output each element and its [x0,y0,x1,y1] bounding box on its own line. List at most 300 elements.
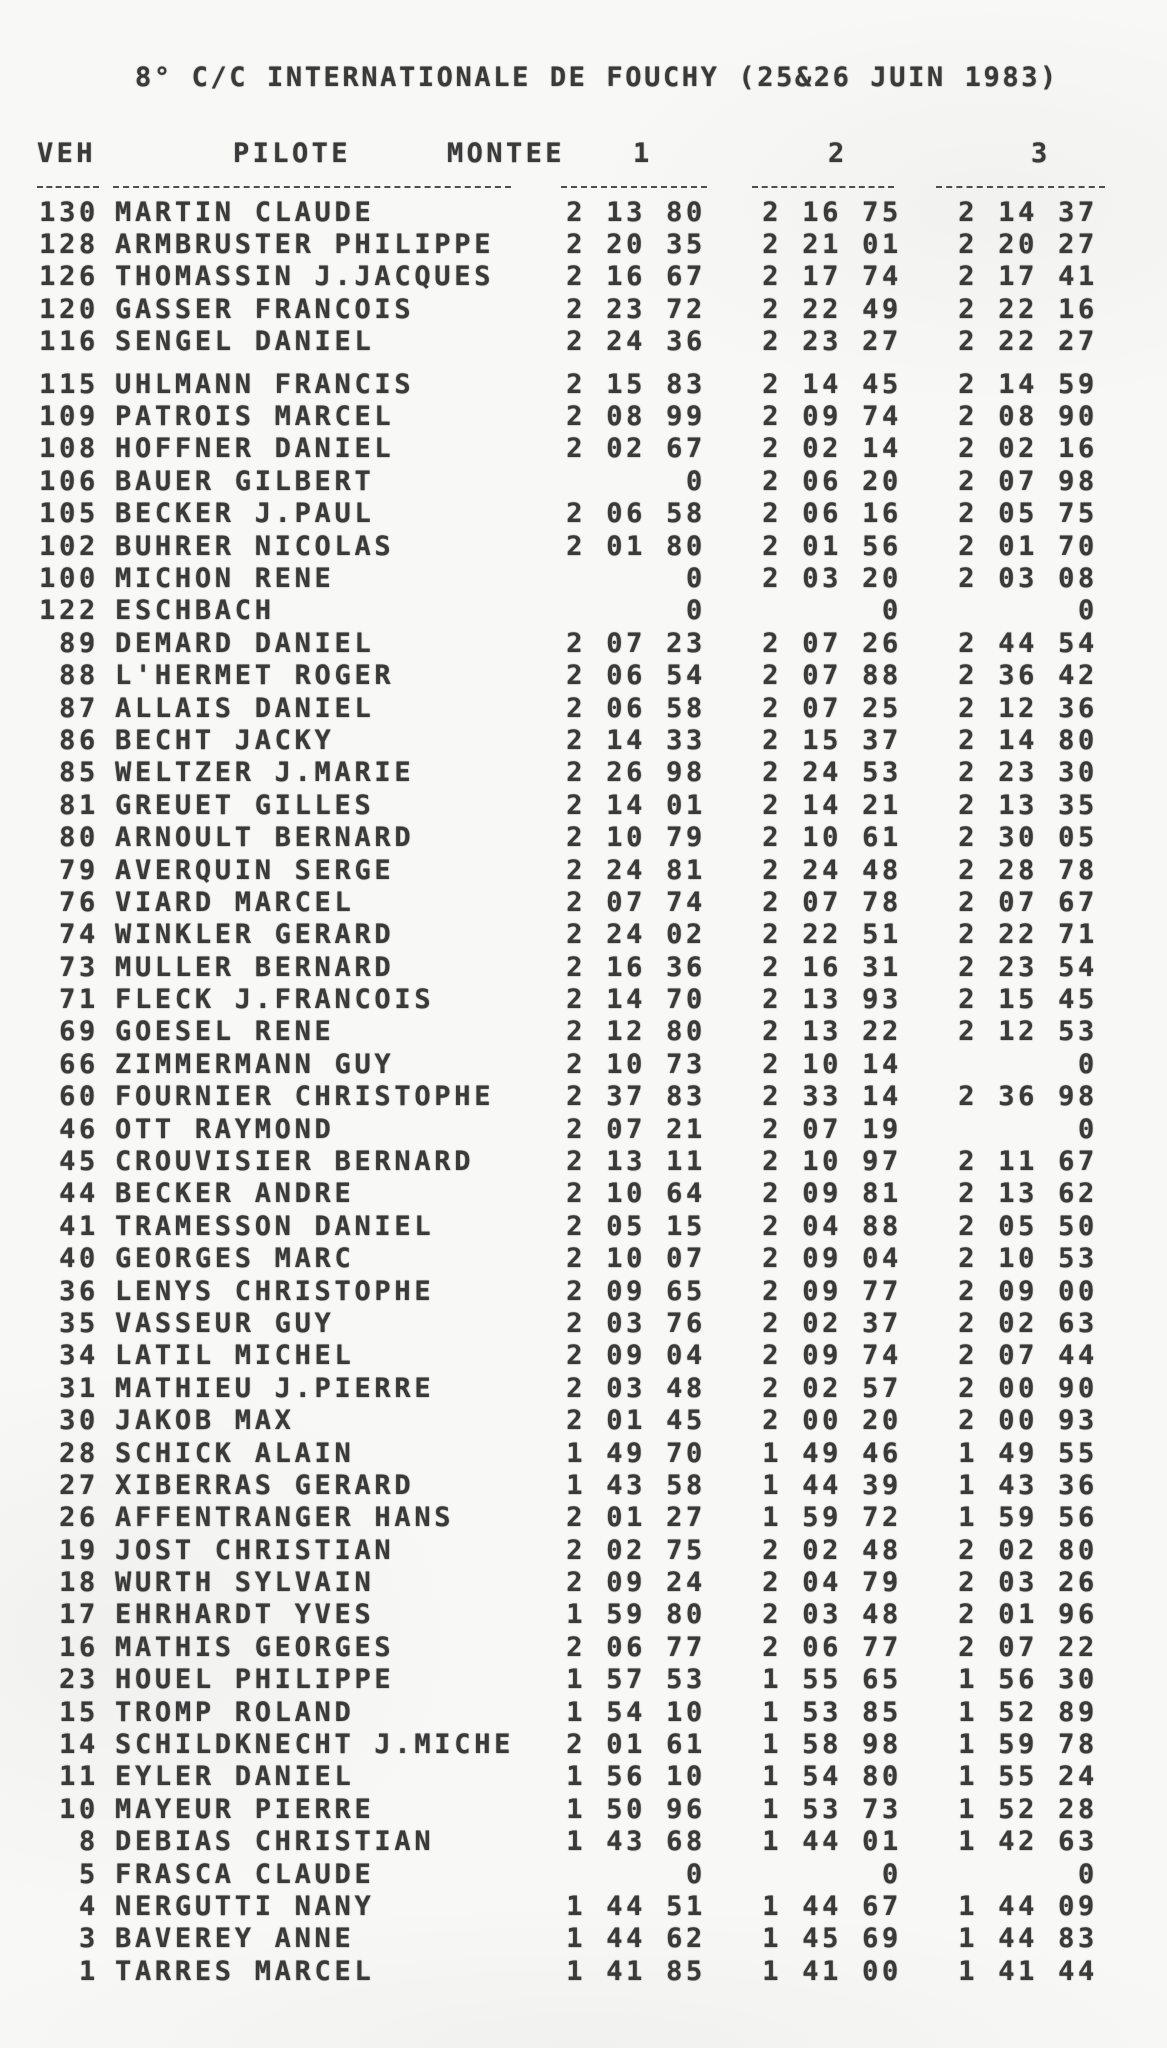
pilot-name: TRAMESSON DANIEL [115,1210,435,1242]
run3-time: 2 08 90 [958,401,1098,433]
run2-time: 2 09 81 [762,1178,902,1210]
pilot-name: XIBERRAS GERARD [115,1469,415,1501]
table-row [0,789,1167,821]
pilot-name: DEBIAS CHRISTIAN [115,1826,435,1858]
run1-time: 2 09 24 [566,1567,706,1599]
table-row [0,368,1167,400]
run1-time: 1 49 70 [566,1437,706,1469]
pilot-name: SENGEL DANIEL [115,326,375,358]
vehicle-number: 122 [39,595,99,627]
run2-time: 2 13 93 [762,984,902,1016]
table-row [0,724,1167,756]
pilot-name: ARMBRUSTER PHILIPPE [115,229,495,261]
pilot-name: L'HERMET ROGER [115,660,395,692]
table-row [0,1307,1167,1339]
table-row [0,530,1167,562]
table-row [0,400,1167,432]
pilot-name: MAYEUR PIERRE [115,1793,375,1825]
table-row [0,1534,1167,1566]
run3-time: 2 36 42 [958,660,1098,692]
vehicle-number: 15 [59,1696,99,1728]
vehicle-number: 8 [79,1826,99,1858]
table-row [0,1826,1167,1858]
vehicle-number: 128 [39,229,99,261]
pilot-name: ARNOULT BERNARD [115,822,415,854]
run1-time: 0 [686,1858,706,1890]
pilot-name: GREUET GILLES [115,789,375,821]
pilot-name: VIARD MARCEL [115,886,355,918]
table-row [0,983,1167,1015]
run1-time: 2 02 75 [566,1534,706,1566]
pilot-name: VASSEUR GUY [115,1307,335,1339]
run3-time: 2 09 00 [958,1275,1098,1307]
run2-time: 2 06 77 [762,1631,902,1663]
run2-time: 2 07 78 [762,886,902,918]
run1-time: 0 [686,465,706,497]
run2-time: 2 00 20 [762,1405,902,1437]
run1-time: 2 13 80 [566,196,706,228]
vehicle-number: 79 [59,854,99,886]
results-table [0,196,1167,1987]
run2-time: 2 09 74 [762,1340,902,1372]
run3-time: 1 59 78 [958,1729,1098,1761]
run1-time: 1 44 51 [566,1891,706,1922]
pilot-name: GASSER FRANCOIS [115,293,415,325]
run2-time: 1 53 73 [762,1793,902,1825]
header-underline-segment-veh [37,186,99,188]
run1-time: 2 16 36 [566,951,706,983]
vehicle-number: 109 [39,401,99,433]
vehicle-number: 36 [59,1275,99,1307]
run3-time: 2 11 67 [958,1146,1098,1178]
run1-time: 2 23 72 [566,293,706,325]
run1-time: 2 24 02 [566,919,706,951]
run1-time: 2 14 70 [566,984,706,1016]
run2-time: 2 10 97 [762,1146,902,1178]
run1-time: 1 50 96 [566,1793,706,1825]
table-row [0,1469,1167,1501]
run2-time: 2 10 61 [762,822,902,854]
run1-time: 0 [686,595,706,627]
vehicle-number: 4 [79,1891,99,1922]
table-row [0,1728,1167,1760]
run1-time: 2 03 76 [566,1307,706,1339]
table-row [0,1599,1167,1631]
run2-time: 2 22 51 [762,919,902,951]
pilot-name: DEMARD DANIEL [115,627,375,659]
run2-time: 2 14 21 [762,789,902,821]
run2-time: 2 15 37 [762,724,902,756]
vehicle-number: 17 [59,1599,99,1631]
vehicle-number: 86 [59,724,99,756]
vehicle-number: 26 [59,1502,99,1534]
run3-time: 2 13 62 [958,1178,1098,1210]
run3-time: 2 15 45 [958,984,1098,1016]
run3-time: 1 44 09 [958,1891,1098,1922]
pilot-name: HOFFNER DANIEL [115,433,395,465]
table-row [0,595,1167,627]
pilot-name: OTT RAYMOND [115,1113,335,1145]
pilot-name: BECKER ANDRE [115,1178,355,1210]
pilot-name: WELTZER J.MARIE [115,757,415,789]
table-row [0,1566,1167,1598]
run1-time: 2 06 54 [566,660,706,692]
run2-time: 1 44 39 [762,1469,902,1501]
run1-time: 2 01 45 [566,1405,706,1437]
run2-time: 1 41 00 [762,1955,902,1987]
run3-time: 2 20 27 [958,229,1098,261]
run3-time: 2 30 05 [958,822,1098,854]
table-row [0,1761,1167,1793]
run2-time: 1 49 46 [762,1437,902,1469]
run2-time: 1 59 72 [762,1502,902,1534]
run3-time: 1 55 24 [958,1761,1098,1793]
vehicle-number: 105 [39,498,99,530]
run1-time: 1 44 62 [566,1923,706,1955]
table-row [0,1016,1167,1048]
run2-time: 2 07 19 [762,1113,902,1145]
column-header-run3: 3 [1031,138,1051,169]
run3-time: 1 41 44 [958,1955,1098,1987]
run1-time: 2 05 15 [566,1210,706,1242]
table-row [0,1890,1167,1922]
pilot-name: PATROIS MARCEL [115,401,395,433]
run2-time: 2 13 22 [762,1016,902,1048]
run3-time: 2 12 53 [958,1016,1098,1048]
run2-time: 2 02 48 [762,1534,902,1566]
pilot-name: MATHIEU J.PIERRE [115,1372,435,1404]
table-row [0,1081,1167,1113]
run1-time: 2 12 80 [566,1016,706,1048]
run1-time: 1 59 80 [566,1599,706,1631]
run3-time: 1 52 89 [958,1696,1098,1728]
run3-time: 1 44 83 [958,1923,1098,1955]
run2-time: 2 24 53 [762,757,902,789]
run3-time: 2 22 16 [958,293,1098,325]
table-row [0,692,1167,724]
table-row [0,1372,1167,1404]
run2-time: 2 03 48 [762,1599,902,1631]
pilot-name: MULLER BERNARD [115,951,395,983]
table-row [0,1793,1167,1825]
run2-time: 2 09 74 [762,401,902,433]
run2-time: 2 16 31 [762,951,902,983]
run2-time: 2 07 26 [762,627,902,659]
run1-time: 2 16 67 [566,261,706,293]
run3-time: 2 02 63 [958,1307,1098,1339]
vehicle-number: 85 [59,757,99,789]
table-row [0,1437,1167,1469]
run1-time: 2 09 65 [566,1275,706,1307]
pilot-name: BECKER J.PAUL [115,498,375,530]
run1-time: 2 01 80 [566,530,706,562]
table-row [0,821,1167,853]
table-row [0,1696,1167,1728]
table-row [0,1145,1167,1177]
vehicle-number: 116 [39,326,99,358]
run2-time: 2 07 88 [762,660,902,692]
run3-time: 1 59 56 [958,1502,1098,1534]
run3-time: 2 23 30 [958,757,1098,789]
vehicle-number: 80 [59,822,99,854]
vehicle-number: 66 [59,1048,99,1080]
run3-time: 2 07 98 [958,465,1098,497]
table-row [0,1923,1167,1955]
run2-time: 2 01 56 [762,530,902,562]
pilot-name: GEORGES MARC [115,1243,355,1275]
table-row [0,1631,1167,1663]
pilot-name: LATIL MICHEL [115,1340,355,1372]
table-row [0,951,1167,983]
table-header [0,138,1167,170]
run1-time: 2 10 07 [566,1243,706,1275]
table-row [0,1340,1167,1372]
run3-time: 2 12 36 [958,692,1098,724]
run2-time: 1 54 80 [762,1761,902,1793]
vehicle-number: 88 [59,660,99,692]
vehicle-number: 40 [59,1243,99,1275]
column-header-pilote: PILOTE [233,138,351,169]
table-row [0,757,1167,789]
pilot-name: CROUVISIER BERNARD [115,1146,475,1178]
run3-time: 2 01 96 [958,1599,1098,1631]
run3-time: 2 07 22 [958,1631,1098,1663]
pilot-name: MARTIN CLAUDE [115,196,375,228]
run1-time: 2 37 83 [566,1081,706,1113]
run1-time: 1 43 58 [566,1469,706,1501]
vehicle-number: 130 [39,196,99,228]
column-header-veh: VEH [37,138,96,169]
vehicle-number: 76 [59,886,99,918]
table-row [0,465,1167,497]
run1-time: 1 57 53 [566,1664,706,1696]
run1-time: 1 41 85 [566,1955,706,1987]
pilot-name: JOST CHRISTIAN [115,1534,395,1566]
pilot-name: EHRHARDT YVES [115,1599,375,1631]
run3-time: 2 05 50 [958,1210,1098,1242]
vehicle-number: 44 [59,1178,99,1210]
run1-time: 2 06 58 [566,692,706,724]
pilot-name: ZIMMERMANN GUY [115,1048,395,1080]
run3-time: 0 [1078,595,1098,627]
table-row [0,886,1167,918]
run2-time: 2 06 16 [762,498,902,530]
vehicle-number: 45 [59,1146,99,1178]
vehicle-number: 81 [59,789,99,821]
run3-time: 2 36 98 [958,1081,1098,1113]
run3-time: 2 17 41 [958,261,1098,293]
run1-time: 2 15 83 [566,368,706,400]
vehicle-number: 89 [59,627,99,659]
vehicle-number: 3 [79,1923,99,1955]
run2-time: 2 17 74 [762,261,902,293]
pilot-name: WURTH SYLVAIN [115,1567,375,1599]
vehicle-number: 10 [59,1793,99,1825]
pilot-name: SCHILDKNECHT J.MICHE [115,1729,515,1761]
run1-time: 2 07 74 [566,886,706,918]
pilot-name: BAVEREY ANNE [115,1923,355,1955]
run3-time: 2 13 35 [958,789,1098,821]
run2-time: 2 02 37 [762,1307,902,1339]
run2-time: 2 23 27 [762,326,902,358]
run2-time: 2 04 79 [762,1567,902,1599]
vehicle-number: 71 [59,984,99,1016]
table-row [0,433,1167,465]
table-row [0,659,1167,691]
table-row [0,1178,1167,1210]
run1-time: 2 26 98 [566,757,706,789]
run2-time: 2 07 25 [762,692,902,724]
run1-time: 2 01 61 [566,1729,706,1761]
vehicle-number: 106 [39,465,99,497]
run3-time: 0 [1078,1858,1098,1890]
run1-time: 2 03 48 [566,1372,706,1404]
run2-time: 2 04 88 [762,1210,902,1242]
run2-time: 2 10 14 [762,1048,902,1080]
vehicle-number: 30 [59,1405,99,1437]
pilot-name: BAUER GILBERT [115,465,375,497]
table-row [0,326,1167,358]
pilot-name: GOESEL RENE [115,1016,335,1048]
table-row [0,1502,1167,1534]
table-row [0,854,1167,886]
pilot-name: WINKLER GERARD [115,919,395,951]
column-header-run2: 2 [828,138,848,169]
run2-time: 2 33 14 [762,1081,902,1113]
run2-time: 2 09 04 [762,1243,902,1275]
table-row [0,1664,1167,1696]
run3-time: 2 00 90 [958,1372,1098,1404]
run3-time: 2 22 71 [958,919,1098,951]
pilot-name: JAKOB MAX [115,1405,295,1437]
run2-time: 1 45 69 [762,1923,902,1955]
table-row [0,1275,1167,1307]
run3-time: 0 [1078,1113,1098,1145]
run2-time: 2 14 45 [762,368,902,400]
run2-time: 2 03 20 [762,562,902,594]
vehicle-number: 69 [59,1016,99,1048]
pilot-name: SCHICK ALAIN [115,1437,355,1469]
run3-time: 1 52 28 [958,1793,1098,1825]
pilot-name: AFFENTRANGER HANS [115,1502,455,1534]
vehicle-number: 27 [59,1469,99,1501]
run3-time: 2 14 37 [958,196,1098,228]
run2-time: 2 22 49 [762,293,902,325]
run1-time: 2 09 04 [566,1340,706,1372]
run3-time: 1 56 30 [958,1664,1098,1696]
vehicle-number: 19 [59,1534,99,1566]
run1-time: 2 06 77 [566,1631,706,1663]
run1-time: 2 10 73 [566,1048,706,1080]
run3-time: 2 28 78 [958,854,1098,886]
run3-time: 2 05 75 [958,498,1098,530]
run1-time: 1 56 10 [566,1761,706,1793]
run1-time: 1 43 68 [566,1826,706,1858]
run1-time: 2 06 58 [566,498,706,530]
pilot-name: AVERQUIN SERGE [115,854,395,886]
run3-time: 2 14 80 [958,724,1098,756]
vehicle-number: 100 [39,562,99,594]
vehicle-number: 74 [59,919,99,951]
pilot-name: NERGUTTI NANY [115,1891,375,1922]
pilot-name: THOMASSIN J.JACQUES [115,261,495,293]
vehicle-number: 73 [59,951,99,983]
table-row [0,196,1167,228]
run1-time: 2 14 01 [566,789,706,821]
table-row [0,293,1167,325]
run2-time: 2 24 48 [762,854,902,886]
header-underline-segment-pilote [113,186,511,188]
run1-time: 2 20 35 [566,229,706,261]
pilot-name: FLECK J.FRANCOIS [115,984,435,1016]
vehicle-number: 87 [59,692,99,724]
run2-time: 1 44 67 [762,1891,902,1922]
table-row [0,228,1167,260]
run1-time: 2 10 64 [566,1178,706,1210]
vehicle-number: 18 [59,1567,99,1599]
run1-time: 2 01 27 [566,1502,706,1534]
vehicle-number: 11 [59,1761,99,1793]
table-row [0,261,1167,293]
pilot-name: TROMP ROLAND [115,1696,355,1728]
vehicle-number: 16 [59,1631,99,1663]
run1-time: 2 08 99 [566,401,706,433]
table-row [0,1243,1167,1275]
run1-time: 2 10 79 [566,822,706,854]
vehicle-number: 14 [59,1729,99,1761]
table-row [0,1858,1167,1890]
run2-time: 2 06 20 [762,465,902,497]
run2-time: 2 02 14 [762,433,902,465]
run1-time: 2 02 67 [566,433,706,465]
run3-time: 2 03 08 [958,562,1098,594]
table-row [0,919,1167,951]
run3-time: 2 07 67 [958,886,1098,918]
pilot-name: TARRES MARCEL [115,1955,375,1987]
pilot-name: MATHIS GEORGES [115,1631,395,1663]
run3-time: 2 02 16 [958,433,1098,465]
run2-time: 1 55 65 [762,1664,902,1696]
column-header-run1: 1 [633,138,653,169]
table-row [0,562,1167,594]
vehicle-number: 60 [59,1081,99,1113]
pilot-name: HOUEL PHILIPPE [115,1664,395,1696]
pilot-name: UHLMANN FRANCIS [115,368,415,400]
pilot-name: ALLAIS DANIEL [115,692,375,724]
vehicle-number: 34 [59,1340,99,1372]
vehicle-number: 5 [79,1858,99,1890]
run2-time: 2 21 01 [762,229,902,261]
run2-time: 0 [882,595,902,627]
header-underline [0,186,1167,190]
vehicle-number: 120 [39,293,99,325]
run1-time: 2 07 23 [566,627,706,659]
run3-time: 2 07 44 [958,1340,1098,1372]
run3-time: 2 10 53 [958,1243,1098,1275]
run1-time: 2 14 33 [566,724,706,756]
vehicle-number: 41 [59,1210,99,1242]
vehicle-number: 46 [59,1113,99,1145]
vehicle-number: 23 [59,1664,99,1696]
run3-time: 0 [1078,1048,1098,1080]
table-row [0,1955,1167,1987]
table-row [0,627,1167,659]
header-underline-segment-run1 [561,186,707,188]
run3-time: 2 01 70 [958,530,1098,562]
table-row [0,1048,1167,1080]
run2-time: 0 [882,1858,902,1890]
run3-time: 2 14 59 [958,368,1098,400]
